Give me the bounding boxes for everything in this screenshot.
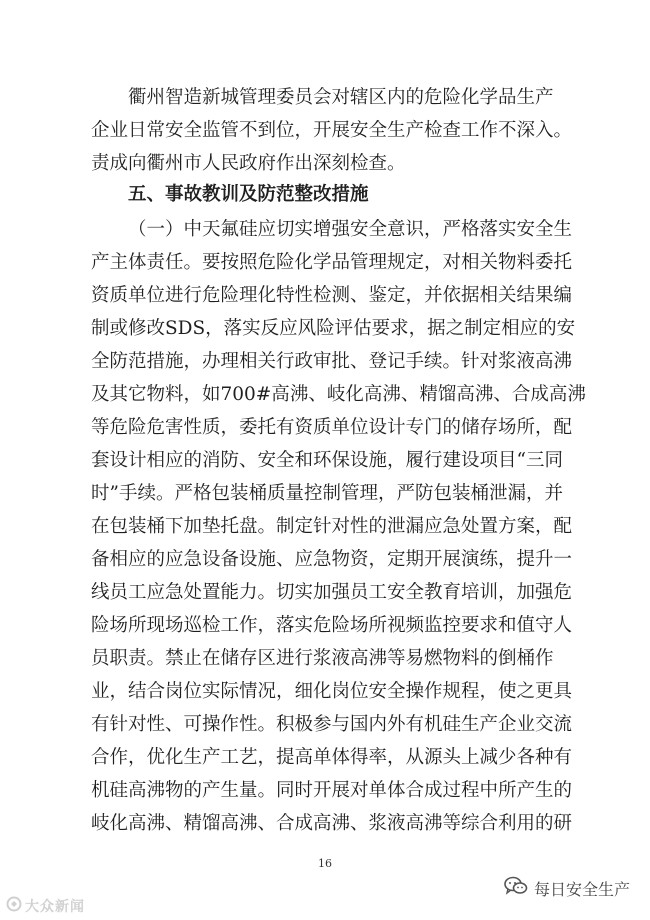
text-line-9: 全防范措施，办理相关行政审批、登记手续。针对浆液高沸 [91,351,573,372]
text-line-7: 资质单位进行危险理化特性检测、鉴定，并依据相关结果编 [91,285,573,306]
text-line-11: 等危险危害性质，委托有资质单位设计专门的储存场所，配 [91,417,573,438]
text-line-20: 有针对性、可操作性。积极参与国内外有机硅生产企业交流 [91,714,573,735]
text-line-22: 机硅高沸物的产生量。同时开展对单体合成过程中所产生的 [91,780,573,801]
text-line-14: 在包装桶下加垫托盘。制定针对性的泄漏应急处置方案，配 [91,516,573,537]
right-watermark-text: 每日安全生产 [533,879,630,899]
text-line-8: 制或修改SDS，落实反应风险评估要求，据之制定相应的安 [91,318,576,339]
text-line-17: 险场所现场巡检工作，落实危险场所视频监控要求和值守人 [91,615,573,636]
left-watermark [6,896,85,916]
text-line-12: 套设计相应的消防、安全和环保设施，履行建设项目“三同 [91,450,563,471]
page-number: 16 [318,857,332,870]
wechat-icon [504,876,528,900]
text-line-1: 衢州智造新城管理委员会对辖区内的危险化学品生产 [128,87,554,108]
text-line-3: 责成向衢州市人民政府作出深刻检查。 [91,153,406,174]
text-line-6: 产主体责任。要按照危险化学品管理规定，对相关物料委托 [91,252,573,273]
left-watermark-text: 大众新闻 [25,899,85,915]
text-line-16: 线员工应急处置能力。切实加强员工安全教育培训，加强危 [91,582,573,603]
text-line-21: 合作，优化生产工艺，提高单体得率，从源头上减少各种有 [91,747,573,768]
text-line-23: 岐化高沸、精馏高沸、合成高沸、浆液高沸等综合利用的研 [91,813,573,834]
text-line-2: 企业日常安全监管不到位，开展安全生产检查工作不深入。 [91,120,573,141]
watermark-logo-icon [6,896,22,916]
text-line-13: 时”手续。严格包装桶质量控制管理，严防包装桶泄漏，并 [91,483,563,504]
text-line-5: （一）中天氟硅应切实增强安全意识，严格落实安全生 [128,219,573,240]
text-line-18: 员职责。禁止在储存区进行浆液高沸等易燃物料的倒桶作 [91,648,554,669]
right-watermark [504,876,630,900]
text-line-19: 业，结合岗位实际情况，细化岗位安全操作规程，使之更具 [91,681,573,702]
section-heading: 五、事故教训及防范整改措施 [128,184,369,205]
text-line-15: 备相应的应急设备设施、应急物资，定期开展演练，提升一 [91,549,573,570]
text-line-10: 及其它物料，如700#高沸、岐化高沸、精馏高沸、合成高沸 [91,384,586,405]
